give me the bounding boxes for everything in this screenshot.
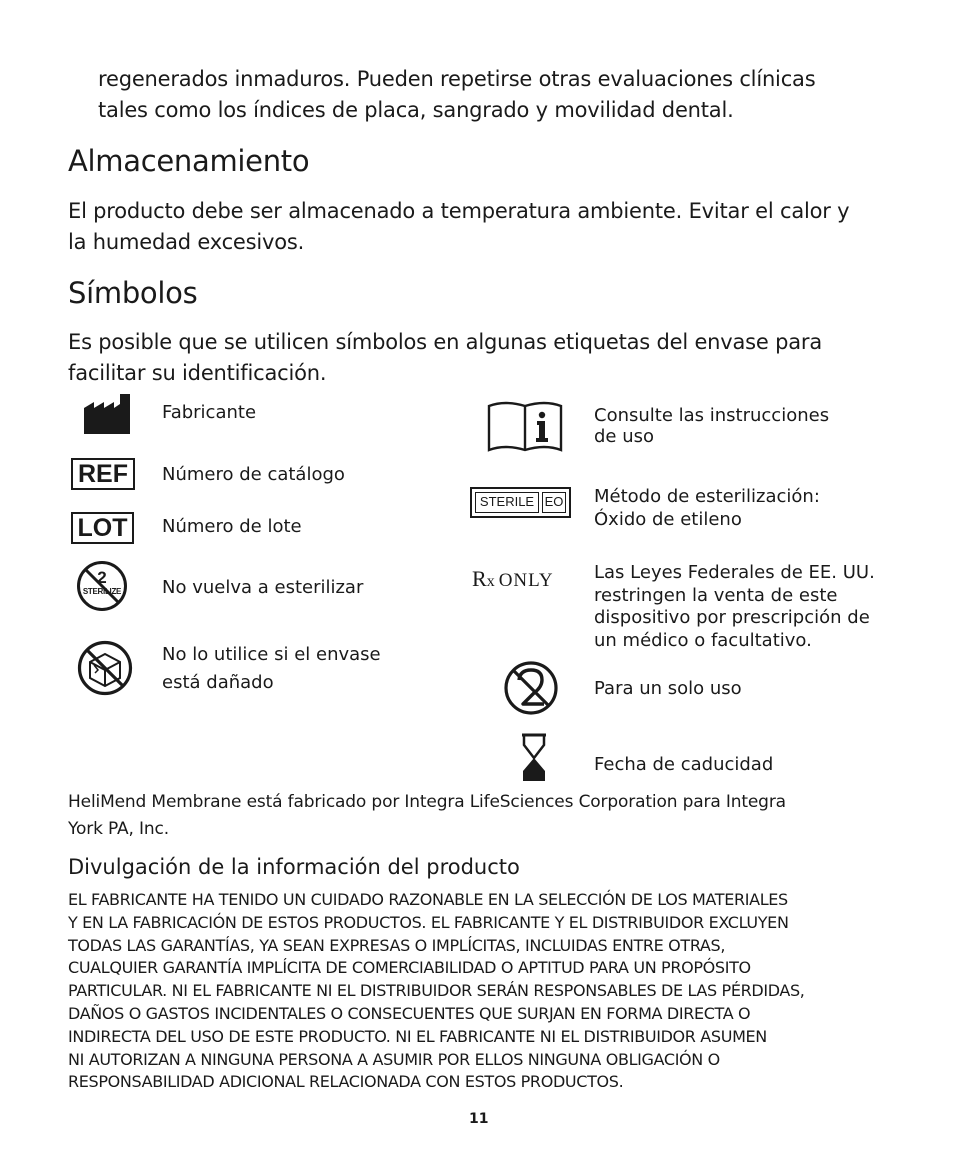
storage-heading: Almacenamiento [68,144,310,178]
text-line: Óxido de etileno [594,509,742,530]
sterilization-method-label [594,485,820,531]
text-line: DAÑOS O GASTOS INCIDENTALES O CONSECUENTES QUE SURJAN EN FORMA DIRECTA O [68,1003,751,1023]
text-line: PARTICULAR. NI EL FABRICANTE NI EL DISTRIBUIDOR SERÁN RESPONSABLES DE LAS PÉRDIDAS, [68,981,805,1001]
symbols-heading: Símbolos [68,276,198,310]
text-line: facilitar su identificación. [68,361,327,385]
text-line: No lo utilice si el envase [162,644,381,665]
rx-r: R [472,566,487,591]
text-line: EL FABRICANTE HA TENIDO UN CUIDADO RAZONABLE EN LA SELECCIÓN DE LOS MATERIALES [68,890,788,909]
single-use-icon [503,660,559,716]
eo-text: EO [542,492,566,513]
text-line: INDIRECTA DEL USO DE ESTE PRODUCTO. NI EL FABRICANTE NI EL DISTRIBUIDOR ASUMEN [68,1026,767,1046]
storage-text [68,196,849,258]
expiration-date-icon [520,733,548,783]
text-line: RESPONSABILIDAD ADICIONAL RELACIONADA CON ESTOS PRODUCTOS. [68,1072,624,1092]
rx-only-label [594,562,875,652]
rx-only-text: ONLY [498,570,554,591]
text-line: restringen la venta de este [594,584,838,606]
catalog-number-label: Número de catálogo [162,464,345,485]
text-line: de uso [594,426,655,447]
lot-number-label: Número de lote [162,516,302,537]
text-line: Es posible que se utilicen símbolos en algunas etiquetas del envase para [68,330,823,354]
disclosure-heading: Divulgación de la información del producto [68,855,520,879]
sterilize-text: STERILIZE [82,587,122,596]
do-not-resterilize-label: No vuelva a esterilizar [162,577,364,598]
text-line: está dañado [162,672,274,693]
manufacturer-note [68,789,786,843]
rx-x: x [486,573,495,590]
ref-icon: REF [71,458,135,490]
text-line: El producto debe ser almacenado a temperatura ambiente. Evitar el calor y [68,199,850,223]
text-line: York PA, Inc. [68,819,169,839]
consult-instructions-icon [487,398,563,452]
lot-icon: LOT [71,512,134,544]
sterile-text: STERILE [475,492,539,513]
text-line: Las Leyes Federales de EE. UU. [594,562,875,583]
do-not-use-if-damaged-icon [76,640,134,696]
text-line: regenerados inmaduros. Pueden repetirse otras evaluaciones clínicas [98,67,816,91]
svg-text:2: 2 [97,568,107,587]
text-line: Consulte las instrucciones [594,405,830,426]
text-line: CUALQUIER GARANTÍA IMPLÍCITA DE COMERCIABILIDAD O APTITUD PARA UN PROPÓSITO [68,958,751,978]
text-line: dispositivo por prescripción de [594,607,870,628]
symbols-intro [68,327,822,389]
intro-paragraph [98,64,815,126]
text-line: Método de esterilización: [594,486,820,507]
do-not-use-if-damaged-label [162,641,381,697]
manufacturer-label: Fabricante [162,402,257,423]
do-not-resterilize-icon [76,560,128,612]
text-line: Y EN LA FABRICACIÓN DE ESTOS PRODUCTOS. EL FABRICANTE Y EL DISTRIBUIDOR EXCLUYEN [68,912,789,932]
text-line: un médico o facultativo. [594,629,812,651]
manufacturer-icon [84,394,130,434]
text-line: HeliMend Membrane está fabricado por Integra LifeSciences Corporation para Integra [68,792,786,812]
consult-instructions-label [594,405,829,447]
page-number: 11 [469,1111,489,1127]
expiration-date-label: Fecha de caducidad [594,754,774,775]
single-use-label: Para un solo uso [594,678,742,699]
text-line: NI AUTORIZAN A NINGUNA PERSONA A ASUMIR POR ELLOS NINGUNA OBLIGACIÓN O [68,1049,720,1069]
text-line: tales como los índices de placa, sangrado y movilidad dental. [98,98,734,122]
rx-only-icon [472,566,554,592]
text-line: la humedad excesivos. [68,230,305,254]
sterile-eo-icon [470,487,571,518]
text-line: TODAS LAS GARANTÍAS, YA SEAN EXPRESAS O IMPLÍCITAS, INCLUIDAS ENTRE OTRAS, [68,935,726,955]
disclosure-text [68,889,805,1094]
